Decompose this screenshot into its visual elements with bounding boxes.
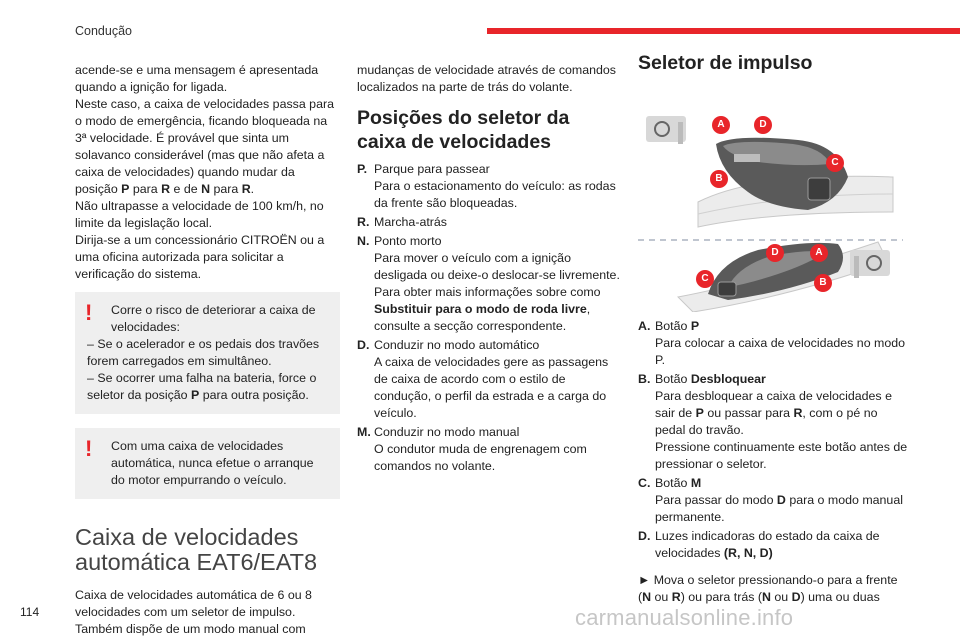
definition-item: D. Conduzir no modo automático A caixa de velocidades gere as passagens de caixa de acordo com o estilo de condução, o perfil da estrada e a carga do veículo. <box>357 338 609 420</box>
label-d: D <box>754 116 772 134</box>
section-title: Caixa de velocidades automática EAT6/EAT8 <box>75 524 318 575</box>
gear-selector-illustration <box>638 82 908 312</box>
label-d: D <box>766 244 784 262</box>
column-2 <box>357 62 622 477</box>
warning-text: – Se ocorrer uma falha na bateria, force o seletor da posição P para outra posição. <box>87 371 317 402</box>
definition-item: M. Conduzir no modo manual O condutor muda de engrenagem com comandos no volante. <box>357 425 587 473</box>
definition-item: D. Luzes indicadoras do estado da caixa de velocidades (R, N, D) <box>638 529 880 560</box>
paragraph: acende-se e uma mensagem é apresentada quando a ignição for ligada. <box>75 63 319 94</box>
paragraph: Não ultrapasse a velocidade de 100 km/h, no limite da legislação local. <box>75 199 324 230</box>
page-number: 114 <box>20 605 40 619</box>
definition-item: R. Marcha-atrás <box>357 215 447 229</box>
paragraph: Caixa de velocidades automática de 6 ou 8 velocidades com um seletor de impulso. Também dispõe de um modo manual com <box>75 588 312 636</box>
header-accent-bar <box>487 28 960 34</box>
header-title: Condução <box>75 24 132 38</box>
warning-text: Com uma caixa de velocidades automática, nunca efetue o arranque do motor empurrando o veículo. <box>111 439 314 487</box>
definition-item: B. Botão Desbloquear Para desbloquear a caixa de velocidades e sair de P ou passar para R, com o pé no pedal do travão. Pressione continuamente este botão antes de pressionar o seletor. <box>638 372 908 471</box>
definition-item: C. Botão M Para passar do modo D para o modo manual permanente. <box>638 476 903 524</box>
label-c: C <box>826 154 844 172</box>
paragraph: ► Mova o seletor pressionando-o para a frente (N ou R) ou para trás (N ou D) uma ou duas <box>638 573 898 604</box>
warning-icon: ! <box>85 436 93 461</box>
section-title: Seletor de impulso <box>638 52 813 74</box>
warning-text: – Se o acelerador e os pedais dos travões forem carregados em simultâneo. <box>87 337 320 368</box>
definition-item: N. Ponto morto Para mover o veículo com a ignição desligada ou deixe-o deslocar-se livremente. Para obter mais informações sobre como Substituir para o modo de roda livre, consulte a secção correspondente. <box>357 234 620 333</box>
warning-box <box>75 428 340 499</box>
warning-box <box>75 292 340 414</box>
warning-text: Corre o risco de deteriorar a caixa de velocidades: <box>111 303 316 334</box>
paragraph: Neste caso, a caixa de velocidades passa para o modo de emergência, ficando bloqueada na 3ª velocidade. É provável que sinta um solavanco considerável (mas que não afeta a caixa de velocidades) quando mudar da posição P para R e de N para R. <box>75 97 334 196</box>
warning-icon: ! <box>85 300 93 325</box>
column-1 <box>75 62 340 638</box>
label-b: B <box>710 170 728 188</box>
label-b: B <box>814 274 832 292</box>
section-title: Posições do seletor da caixa de velocidades <box>357 107 570 153</box>
label-a: A <box>712 116 730 134</box>
gear-selector-drawing <box>638 82 908 312</box>
watermark: carmanualsonline.info <box>575 605 794 630</box>
column-3 <box>638 52 908 606</box>
label-c: C <box>696 270 714 288</box>
definition-item: P. Parque para passear Para o estacionamento do veículo: as rodas da frente são bloqueadas. <box>357 162 616 210</box>
definition-item: A. Botão P Para colocar a caixa de velocidades no modo P. <box>638 319 906 367</box>
paragraph: mudanças de velocidade através de comandos localizados na parte de trás do volante. <box>357 63 616 94</box>
label-a: A <box>810 244 828 262</box>
paragraph: Dirija-se a um concessionário CITROËN ou a uma oficina autorizada para solicitar a verificação do sistema. <box>75 233 325 281</box>
